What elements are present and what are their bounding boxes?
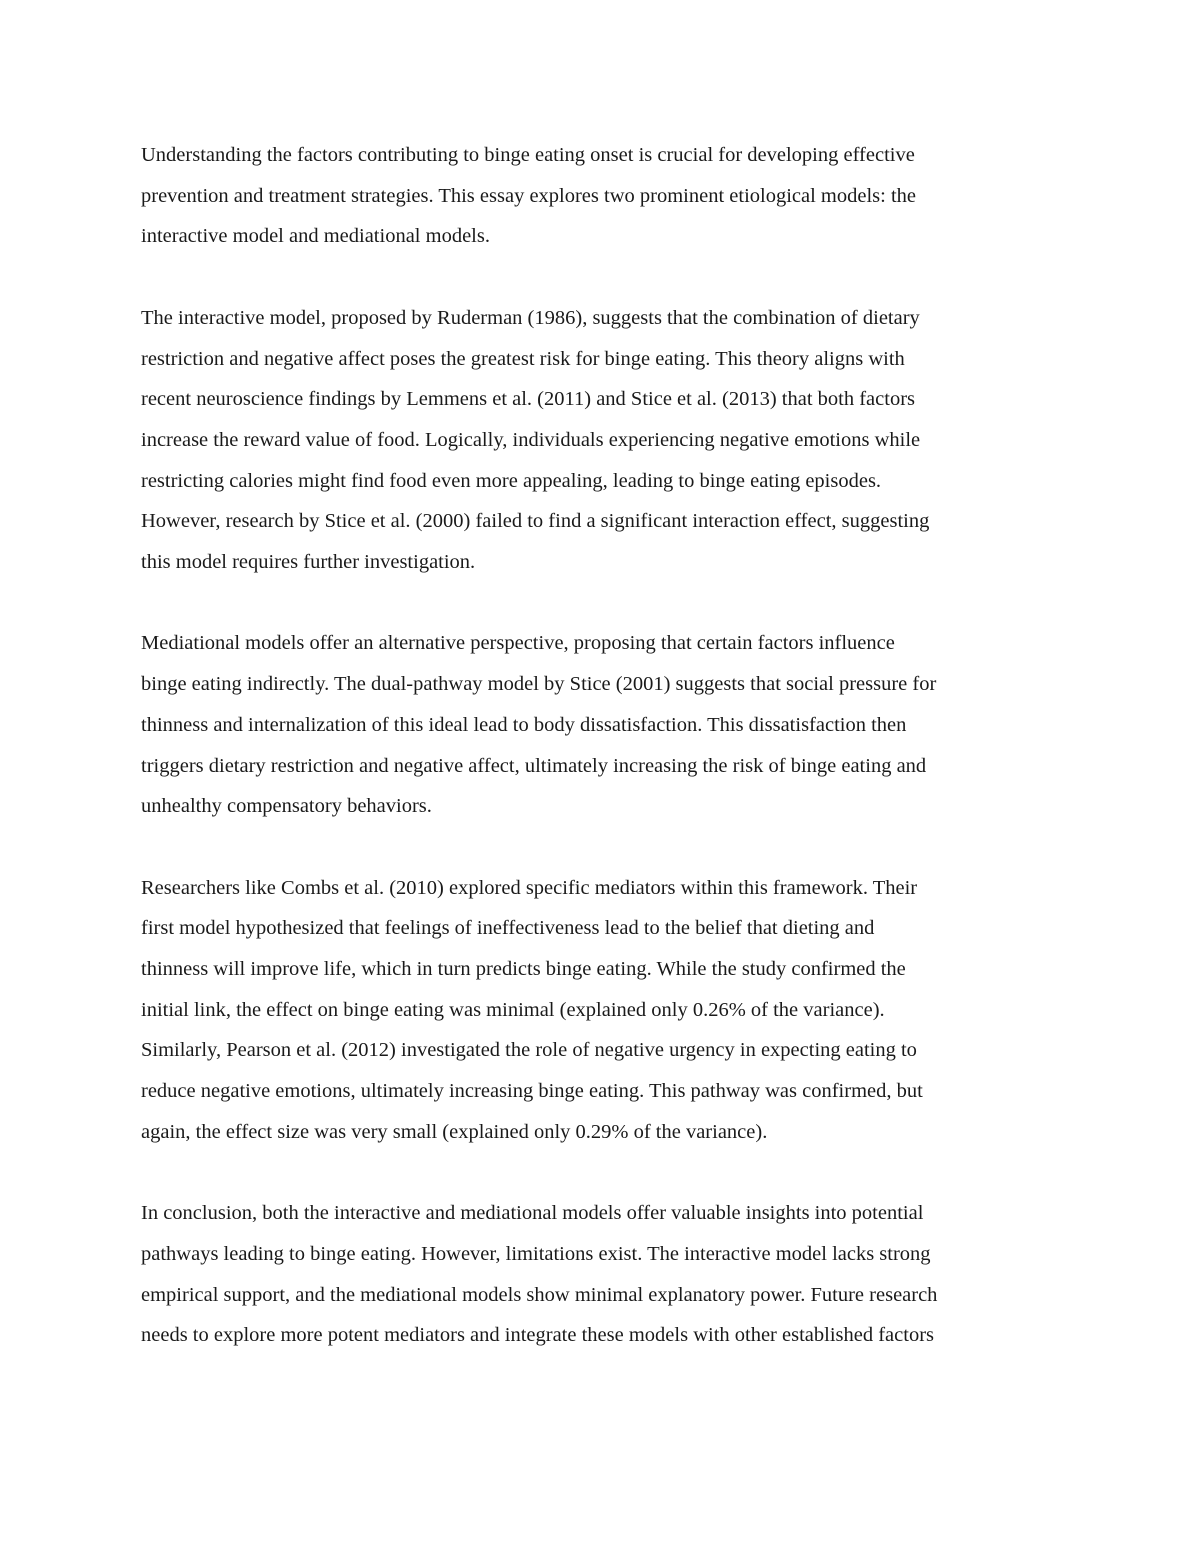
text-line: Similarly, Pearson et al. (2012) investigated the role of negative urgency in expecting eating to [141,1039,917,1062]
text-line: recent neuroscience findings by Lemmens et al. (2011) and Stice et al. (2013) that both factors [141,388,915,411]
text-line: needs to explore more potent mediators and integrate these models with other established factors [141,1324,934,1347]
paragraph-specific-mediators [141,868,1066,1153]
text-line: this model requires further investigation. [141,551,476,574]
text-line: interactive model and mediational models. [141,225,490,248]
text-line: pathways leading to binge eating. However, limitations exist. The interactive model lacks strong [141,1242,931,1265]
text-line: restriction and negative affect poses the greatest risk for binge eating. This theory aligns with [141,347,905,370]
paragraph-mediational-models [141,623,1066,827]
document-body [141,135,1066,1397]
text-line: prevention and treatment strategies. This essay explores two prominent etiological models: the [141,184,917,207]
text-line: triggers dietary restriction and negative affect, ultimately increasing the risk of binge eating and [141,754,927,777]
text-line: initial link, the effect on binge eating was minimal (explained only 0.26% of the variance). [141,998,885,1021]
text-line: unhealthy compensatory behaviors. [141,795,432,818]
paragraph-conclusion [141,1193,1066,1356]
text-line: restricting calories might find food even more appealing, leading to binge eating episodes. [141,469,882,492]
text-line: again, the effect size was very small (explained only 0.29% of the variance). [141,1120,768,1143]
text-line: reduce negative emotions, ultimately increasing binge eating. This pathway was confirmed, but [141,1080,923,1103]
text-line: thinness and internalization of this ideal lead to body dissatisfaction. This dissatisfaction then [141,713,907,736]
text-line: Researchers like Combs et al. (2010) explored specific mediators within this framework. Their [141,876,918,899]
paragraph-introduction [141,135,1066,257]
text-line: The interactive model, proposed by Ruderman (1986), suggests that the combination of dietary [141,306,920,329]
text-line: thinness will improve life, which in turn predicts binge eating. While the study confirmed the [141,958,906,981]
text-line: first model hypothesized that feelings of ineffectiveness lead to the belief that dieting and [141,917,875,940]
text-line: binge eating indirectly. The dual-pathway model by Stice (2001) suggests that social pressure for [141,673,937,696]
text-line: increase the reward value of food. Logically, individuals experiencing negative emotions while [141,428,921,451]
paragraph-interactive-model [141,298,1066,583]
text-line: Mediational models offer an alternative perspective, proposing that certain factors influence [141,632,895,655]
text-line: However, research by Stice et al. (2000) failed to find a significant interaction effect, suggesting [141,510,930,533]
text-line: In conclusion, both the interactive and mediational models offer valuable insights into potential [141,1202,924,1225]
text-line: empirical support, and the mediational models show minimal explanatory power. Future research [141,1283,938,1306]
text-line: Understanding the factors contributing to binge eating onset is crucial for developing effective [141,144,915,166]
